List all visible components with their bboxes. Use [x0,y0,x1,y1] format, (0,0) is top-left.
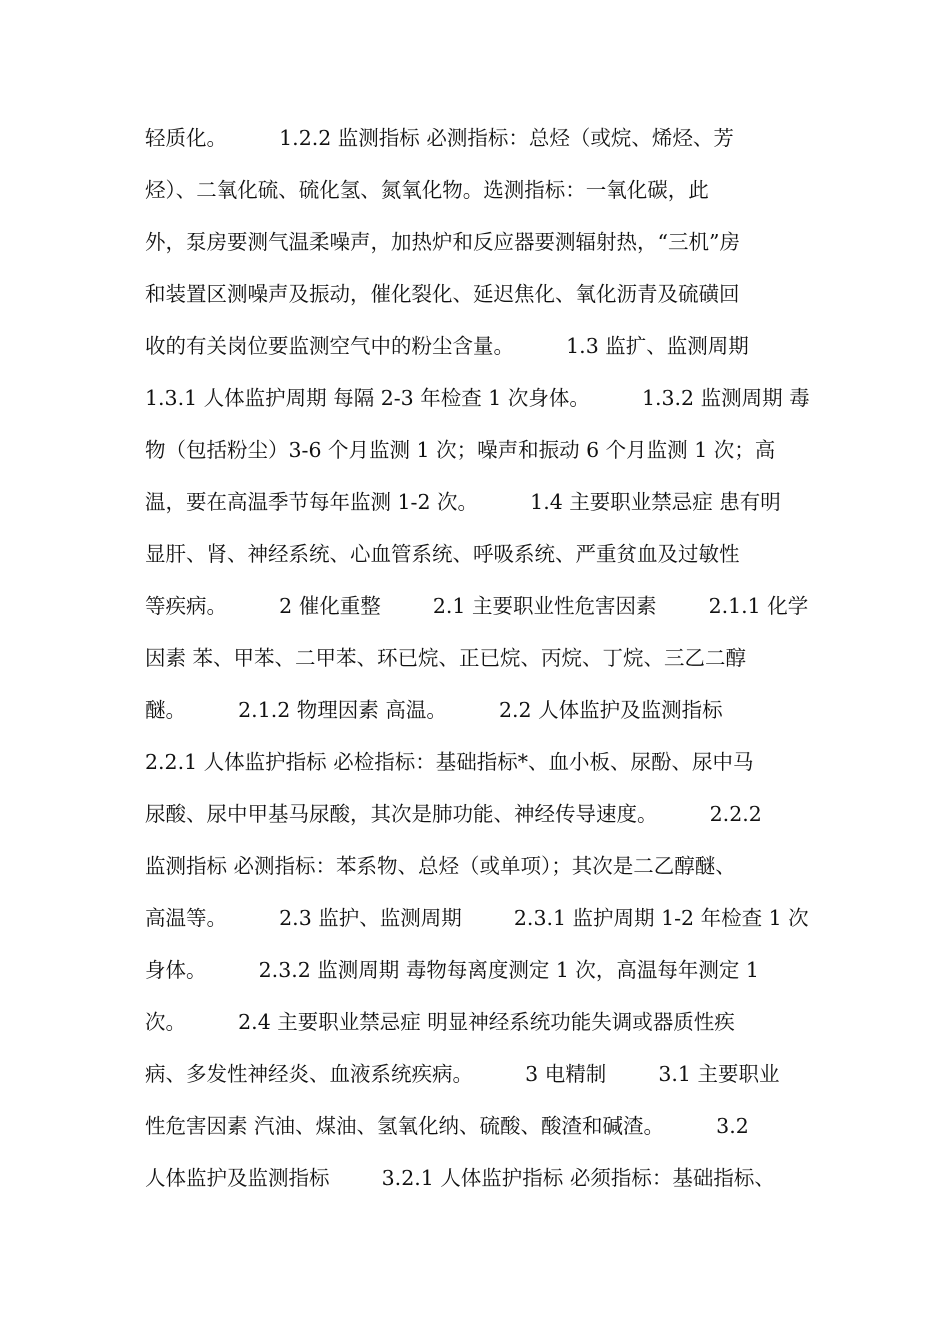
body-text [145,112,825,1204]
text-line-15: 监测指标 必测指标：苯系物、总烃（或单项）；其次是二乙醇醚、 [145,854,736,878]
text-line-17: 身体。 2.3.2 监测周期 毒物每离度测定 1 次，高温每年测定 1 [145,958,759,982]
text-line-7: 物（包括粉尘）3-6 个月监测 1 次；噪声和振动 6 个月监测 1 次；高 [145,438,776,462]
text-line-5: 收的有关岗位要监测空气中的粉尘含量。 1.3 监扩、监测周期 [145,334,749,358]
text-line-18: 次。 2.4 主要职业禁忌症 明显神经系统功能失调或器质性疾 [145,1010,735,1034]
text-line-9: 显肝、肾、神经系统、心血管系统、呼吸系统、严重贫血及过敏性 [145,542,740,566]
text-line-1: 轻质化。 1.2.2 监测指标 必测指标：总烃（或烷、烯烃、芳 [145,126,734,150]
text-line-21: 人体监护及监测指标 3.2.1 人体监护指标 必须指标：基础指标、 [145,1166,775,1190]
text-line-11: 因素 苯、甲苯、二甲苯、环已烷、正已烷、丙烷、丁烷、三乙二醇 [145,646,747,670]
text-line-8: 温，要在高温季节每年监测 1-2 次。 1.4 主要职业禁忌症 患有明 [145,490,781,514]
text-line-10: 等疾病。 2 催化重整 2.1 主要职业性危害因素 2.1.1 化学 [145,594,809,618]
text-line-3: 外，泵房要测气温柔噪声，加热炉和反应器要测辐射热，“三机”房 [145,230,740,254]
text-line-14: 尿酸、尿中甲基马尿酸，其次是肺功能、神经传导速度。 2.2.2 [145,802,762,826]
text-line-6: 1.3.1 人体监护周期 每隔 2-3 年检查 1 次身体。 1.3.2 监测周期 毒 [145,386,810,410]
text-line-2: 烃）、二氧化硫、硫化氢、氮氧化物。选测指标：一氧化碳，此 [145,178,709,202]
text-line-13: 2.2.1 人体监护指标 必检指标：基础指标*、血小板、尿酚、尿中马 [145,750,754,774]
text-line-16: 高温等。 2.3 监护、监测周期 2.3.1 监护周期 1-2 年检查 1 次 [145,906,809,930]
text-line-12: 醚。 2.1.2 物理因素 高温。 2.2 人体监护及监测指标 [145,698,723,722]
text-line-20: 性危害因素 汽油、煤油、氢氧化纳、硫酸、酸渣和碱渣。 3.2 [145,1114,749,1138]
text-line-19: 病、多发性神经炎、血液系统疾病。 3 电精制 3.1 主要职业 [145,1062,780,1086]
text-line-4: 和装置区测噪声及振动，催化裂化、延迟焦化、氧化沥青及硫磺回 [145,282,740,306]
